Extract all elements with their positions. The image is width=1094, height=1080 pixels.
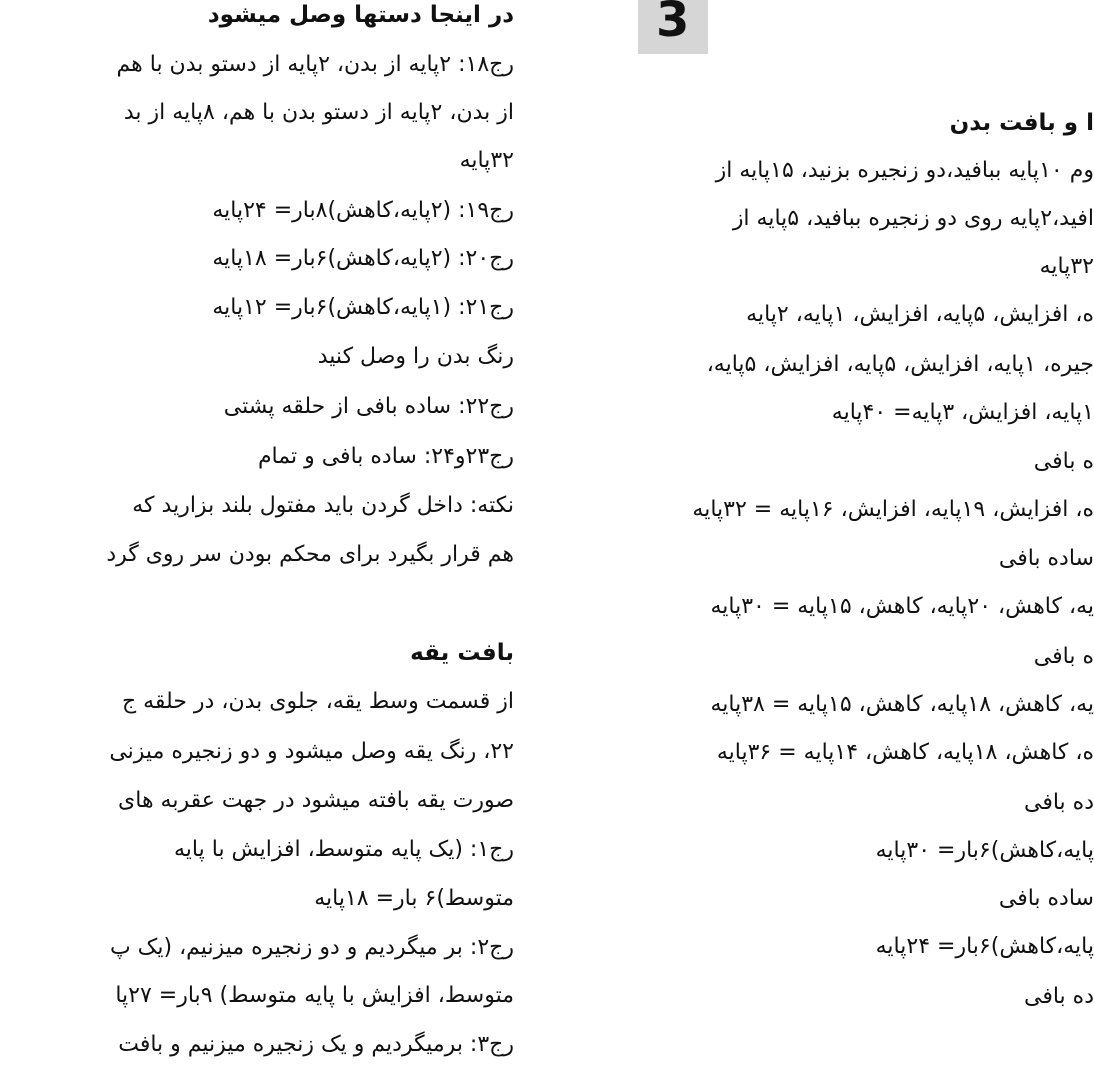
- text-line: رج۲۳و۲۴: ساده بافی و تمام: [257, 444, 514, 469]
- text-line: ه بافی: [1033, 449, 1094, 474]
- text-line: ه، افزایش، ۱۹پایه، افزایش، ۱۶پایه = ۳۲پایه: [692, 497, 1094, 522]
- text-line: متوسط، افزایش با پایه متوسط) ۹بار= ۲۷پا: [115, 983, 514, 1008]
- note-line: نکته: داخل گردن باید مفتول بلند بزارید که: [132, 493, 514, 518]
- text-line: ه، کاهش، ۱۸پایه، کاهش، ۱۴پایه = ۳۶پایه: [716, 740, 1094, 765]
- text-line: رج۱: (یک پایه متوسط، افزایش با پایه: [174, 837, 514, 862]
- text-line: یه، کاهش، ۲۰پایه، کاهش، ۱۵پایه = ۳۰پایه: [710, 594, 1094, 619]
- text-line: ساده بافی: [998, 886, 1094, 911]
- text-line: وم ۱۰پایه ببافید،دو زنجیره بزنید، ۱۵پایه از: [715, 158, 1094, 183]
- text-line: پایه،کاهش)۶بار= ۳۰پایه: [875, 838, 1094, 863]
- text-line: ده بافی: [1024, 984, 1094, 1009]
- text-line: رج۲: بر میگردیم و دو زنجیره میزنیم، (یک پ: [109, 935, 514, 960]
- text-line: ده بافی: [1024, 790, 1094, 815]
- section-heading: در اینجا دستها وصل میشود: [207, 2, 514, 28]
- text-line: رج۱۸: ۲پایه از بدن، ۲پایه از دستو بدن با هم: [116, 52, 514, 77]
- page-number-tab: [638, 0, 708, 54]
- text-line: ه بافی: [1033, 644, 1094, 669]
- text-line: متوسط)۶ بار= ۱۸پایه: [314, 886, 514, 911]
- text-line: صورت یقه بافته میشود در جهت عقربه های: [118, 788, 514, 813]
- text-line: از قسمت وسط یقه، جلوی بدن، در حلقه ج: [121, 689, 514, 714]
- text-line: رج۲۰: (۲پایه،کاهش)۶بار= ۱۸پایه: [212, 246, 514, 271]
- text-line: رج۲۲: ساده بافی از حلقه پشتی: [223, 394, 514, 419]
- text-line: پایه،کاهش)۶بار= ۲۴پایه: [875, 934, 1094, 959]
- text-line: هم قرار بگیرد برای محکم بودن سر روی گرد: [106, 542, 514, 567]
- text-line: یه، کاهش، ۱۸پایه، کاهش، ۱۵پایه = ۳۸پایه: [710, 692, 1094, 717]
- text-line: رج۳: برمیگردیم و یک زنجیره میزنیم و بافت: [118, 1032, 514, 1057]
- page-number: 3: [656, 0, 690, 48]
- text-line: ۳۲پایه: [459, 148, 514, 173]
- section-heading: بافت یقه: [410, 640, 514, 666]
- text-line: افید،۲پایه روی دو زنجیره ببافید، ۵پایه از: [732, 206, 1094, 231]
- text-line: رنگ بدن را وصل کنید: [317, 344, 514, 369]
- section-heading: ا و بافت بدن: [949, 110, 1094, 136]
- text-line: رج۲۱: (۱پایه،کاهش)۶بار= ۱۲پایه: [212, 295, 514, 320]
- text-line: از بدن، ۲پایه از دستو بدن با هم، ۸پایه از بد: [123, 100, 514, 125]
- text-line: رج۱۹: (۲پایه،کاهش)۸بار= ۲۴پایه: [212, 198, 514, 223]
- text-line: ساده بافی: [998, 546, 1094, 571]
- text-line: ۳۲پایه: [1039, 254, 1094, 279]
- text-line: ۱پایه، افزایش، ۳پایه= ۴۰پایه: [831, 400, 1094, 425]
- text-line: ۲۲، رنگ یقه وصل میشود و دو زنجیره میزنی: [109, 739, 514, 764]
- text-line: جیره، ۱پایه، افزایش، ۵پایه، افزایش، ۵پایه،: [706, 352, 1094, 377]
- text-line: ه، افزایش، ۵پایه، افزایش، ۱پایه، ۲پایه: [746, 302, 1094, 327]
